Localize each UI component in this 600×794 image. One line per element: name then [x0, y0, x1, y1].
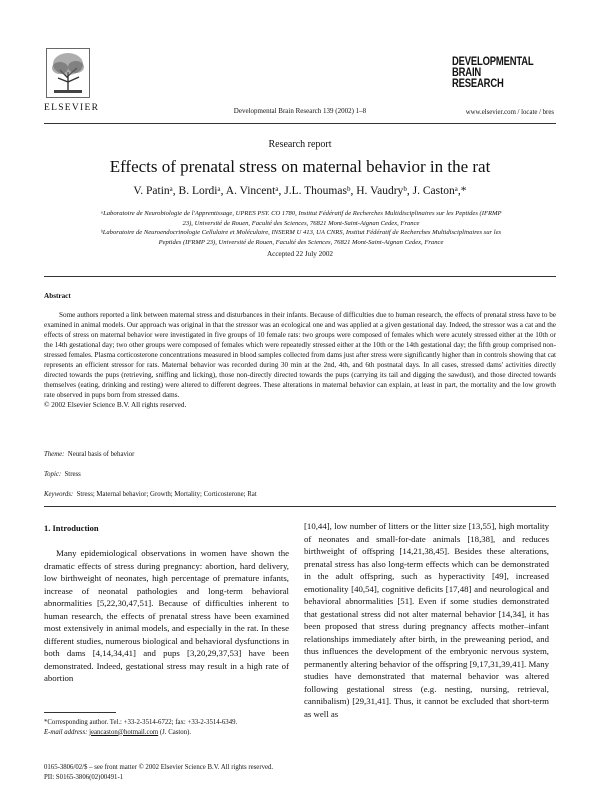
title-rule	[44, 276, 556, 277]
abstract-text: Some authors reported a link between maternal stress and disturbances in their infants. Because of difficulties due to human research, the effects of prenatal stress have to be examined in animal models. Our approach was original in that the stressor was an ecological one and was applied at a given gestational day. Indeed, the stressor was a cat and the effects of stress on maternal behavior were investigated in five groups of 10 female rats: two groups were composed of females which were acutely stressed either at the 10th or the 14th gestational day; two other groups were composed of females which were repeatedly stressed either at the 10th or the 14th gestational day; the fifth group comprised non-stressed females. Plasma corticosterone concentrations measured in blood samples collected from dams just after stress were significantly higher than in controls showing that cat represents an efficient stressor for rats. Maternal behavior was recorded during 30 min at the 2nd, 4th, and 6th postnatal days. In all cases, stressed dams' activities directly directed towards the pups (retrieving, sniffing and licking), those non-directly directed towards the pups (carrying its tail and digging the sawdust), and those directed towards themselves (eating, drinking and resting) were altered to different degrees. These alterations in maternal behavior can explain, at least in part, the mortality and the low growth rate observed in pups born from stressed dams.	[44, 311, 556, 400]
body-column-2: [10,44], low number of litters or the litter size [13,55], high mortality of neonates and small-for-date animals [18,38], and reduces birthweight of offspring [14,21,38,45]. Besides these alterations, prenatal stress has also long-term effects which can be demonstrated in the adult offspring, such as hyperactivity [49], increased emotionality [40,54], cognitive deficits [17,48] and neurological and behavioral abnormalities [51]. Even if some studies demonstrated that gestational stress did not alter maternal behavior [14,34], it has been proposed that stress during pregnancy affects mother–infant relationships immediately after birth, in the preweaning period, and thus influences the development of the embryonic nervous system, permanently altering behavior of the offspring [9,17,31,39,41]. Many studies have demonstrated that maternal behavior was altered following gestational stress (e.g. nesting, nursing, retrieval, cannibalism) [29,31,41]. Thus, it cannot be excluded that short-term as well as	[304, 521, 549, 719]
journal-logo: DEVELOPMENTAL BRAIN RESEARCH	[452, 56, 534, 90]
footnote-rule	[44, 712, 116, 713]
header-rule	[44, 123, 556, 124]
abstract-heading: Abstract	[44, 292, 71, 300]
email-note: E-mail address: jeancaston@hotmail.com (J. Caston).	[44, 728, 192, 736]
body-column-1: Many epidemiological observations in women have shown the dramatic effects of stress during pregnancy: abortion, hard delivery, low birthweight of neonates, high percentage of premature infants, increase of neonatal pathologies and long-term behavioral abnormalities [5,22,30,47,51]. Because of difficulties inherent to human research, the effects of prenatal stress have been examined most extensively in animal models, and especially in the rat. In these different studies, numerous biological and behavioral dysfunctions in both dams [4,14,34,41] and pups [3,20,29,37,53] have been demonstrated. Indeed, gestational stress may result in a high rate of abortion	[44, 548, 289, 683]
email-link[interactable]: jeancaston@hotmail.com	[89, 728, 159, 736]
abstract-body	[44, 310, 556, 410]
corresponding-author-note: *Corresponding author. Tel.: +33-2-3514-6722; fax: +33-2-3514-6349.	[44, 719, 238, 726]
publisher-name: ELSEVIER	[44, 103, 100, 113]
pii-line: PII: S0165-3806(02)00491-1	[44, 774, 124, 781]
copyright-notice: © 2002 Elsevier Science B.V. All rights reserved.	[44, 401, 187, 410]
issn-line: 0165-3806/02/$ – see front matter © 2002 Elsevier Science B.V. All rights reserved.	[44, 764, 274, 771]
paper-title: Effects of prenatal stress on maternal behavior in the rat	[109, 157, 491, 176]
abstract-rule	[44, 506, 556, 507]
section-heading: 1. Introduction	[44, 523, 99, 533]
topic-line: Topic: Stress	[44, 471, 81, 478]
affiliation-a: ᵃLaboratoire de Neurobiologie de l'Apprentissage, UPRES PSY. CO 1780, Institut Fédératif de Recherches Multidisciplinaires sur les Peptides (IFRMP 23), Université de Rouen, Faculté des Sciences, 76821 Mont-Saint-Aignan Cedex, France	[100, 210, 502, 227]
theme-line: Theme: Neural basis of behavior	[44, 451, 135, 458]
author-list: V. Patinᵃ, B. Lordiᵃ, A. Vincentᵃ, J.L. Thoumasᵇ, H. Vaudryᵇ, J. Castonᵃ,*	[133, 185, 467, 197]
accepted-date: Accepted 22 July 2002	[266, 250, 334, 258]
journal-citation: Developmental Brain Research 139 (2002) 1–8	[233, 107, 367, 115]
footnote	[44, 718, 289, 737]
keywords-line: Keywords: Stress; Maternal behavior; Growth; Mortality; Corticosterone; Rat	[44, 491, 257, 498]
affiliation-b: ᵇLaboratoire de Neuroendocrinologie Cellulaire et Moléculaire, INSERM U 413, UA CNRS, Institut Fédératif de Recherches Multidisciplinaires sur les Peptides (IFRMP 23), Université de Rouen, Faculté des Sciences, 76821 Mont-Saint-Aignan Cedex, France	[100, 229, 502, 246]
report-type: Research report	[268, 139, 332, 150]
journal-url[interactable]: www.elsevier.com / locate / bres	[465, 109, 554, 116]
elsevier-tree-logo	[46, 48, 90, 98]
